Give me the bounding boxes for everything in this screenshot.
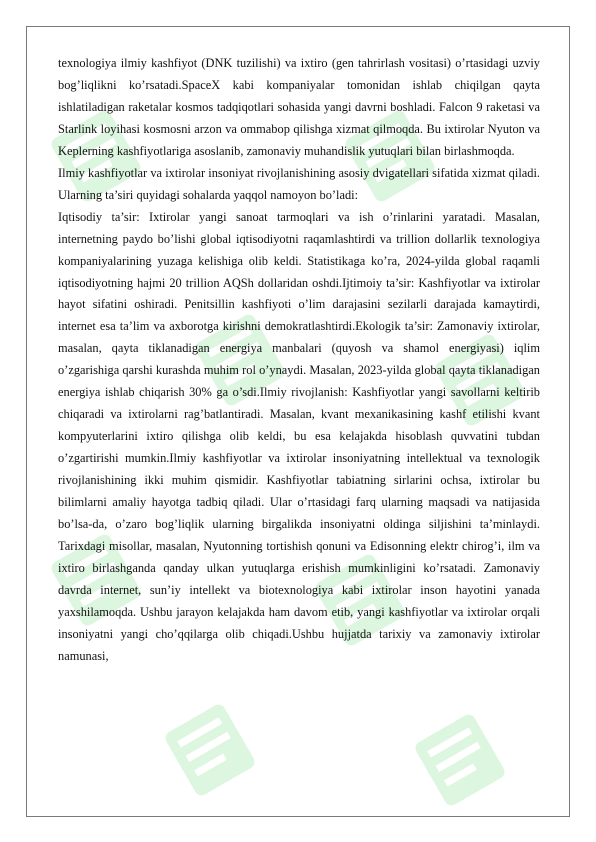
body-paragraph: Iqtisodiy ta’sir: Ixtirolar yangi sanoat tarmoqlari va ish o’rinlarini yaratadi. Masalan, internetning paydo bo’lishi global iqtisodiyotni raqamlashtirdi va trillion dollarlik texnologiya kompaniyalarining yuzaga kelishiga olib keldi. Statistikaga ko’ra, 2024-yilda global raqamli iqtisodiyotning hajmi 20 trillion AQSh dollaridan oshdi.Ijtimoiy ta’sir: Kashfiyotlar va ixtirolar hayot sifatini oshiradi. Penitsillin kashfiyoti o’lim darajasini sezilarli darajada kamaytirdi, internet esa ta’lim va axborotga kirishni demokratlashtirdi.Ekologik ta’sir: Zamonaviy ixtirolar, masalan, qayta tiklanadigan energiya manbalari (quyosh va shamol energiyasi) iqlim o’zgarishiga qarshi kurashda muhim rol o’ynaydi. Masalan, 2023-yilda global qayta tiklanadigan energiya ishlab chiqarish 30% ga o’sdi.Ilmiy rivojlanish: Kashfiyotlar yangi savollarni keltirib chiqaradi va ixtirolarni rag’batlantiradi. Masalan, kvant mexanikasining kashf etilishi kvant kompyuterlarini ixtiro qilishga olib keldi, bu esa kelajakda hisoblash quvvatini tubdan o’zgartirishi mumkin.Ilmiy kashfiyotlar va ixtirolar insoniyatning intellektual va texnologik rivojlanishining ikki muhim qismidir. Kashfiyotlar tabiatning sirlarini ochsa, ixtirolar bu bilimlarni amaliy hayotga tadbiq qiladi. Ular o’rtasidagi farq ularning maqsadi va natijasida bo’lsa-da, o’zaro bog’liqlik ularning birgalikda insoniyatni oldinga siljishini ta’minlaydi. Tarixdagi misollar, masalan, Nyutonning tortishish qonuni va Edisonning elektr chirog’i, ilm va ixtiro birlashganda qanday ulkan yutuqlarga erishish mumkinligini ko’rsatadi. Zamonaviy davrda internet, sun’iy intellekt va biotexnologiya kabi ixtirolar inson hayotini yanada yaxshilamoqda. Ushbu jarayon kelajakda ham davom etib, yangi kashfiyotlar va ixtirolar orqali insoniyatni yangi cho’qqilarga olib chiqadi.Ushbu hujjatda tarixiy va zamonaviy ixtirolar namunasi, — [58, 209, 540, 663]
document-body — [58, 53, 540, 668]
body-paragraph: texnologiya ilmiy kashfiyot (DNK tuzilishi) va ixtiro (gen tahrirlash vositasi) o’rtasidagi uzviy bog’liqlikni ko’rsatadi.SpaceX kabi kompaniyalar tomonidan ishlab chiqilgan qayta ishlatiladigan raketalar kosmos tadqiqotlari sohasida yangi davrni boshladi. Falcon 9 raketasi va Starlink loyihasi kosmosni arzon va ommabop qilishga xizmat qilmoqda. Bu ixtirolar Nyuton va Keplerning kashfiyotlariga asoslanib, zamonaviy muhandislik yutuqlari bilan birlashmoqda. — [58, 56, 540, 158]
body-paragraph: Ilmiy kashfiyotlar va ixtirolar insoniyat rivojlanishining asosiy dvigatellari sifatida xizmat qiladi. Ularning ta’siri quyidagi sohalarda yaqqol namoyon bo’ladi: — [58, 165, 540, 202]
